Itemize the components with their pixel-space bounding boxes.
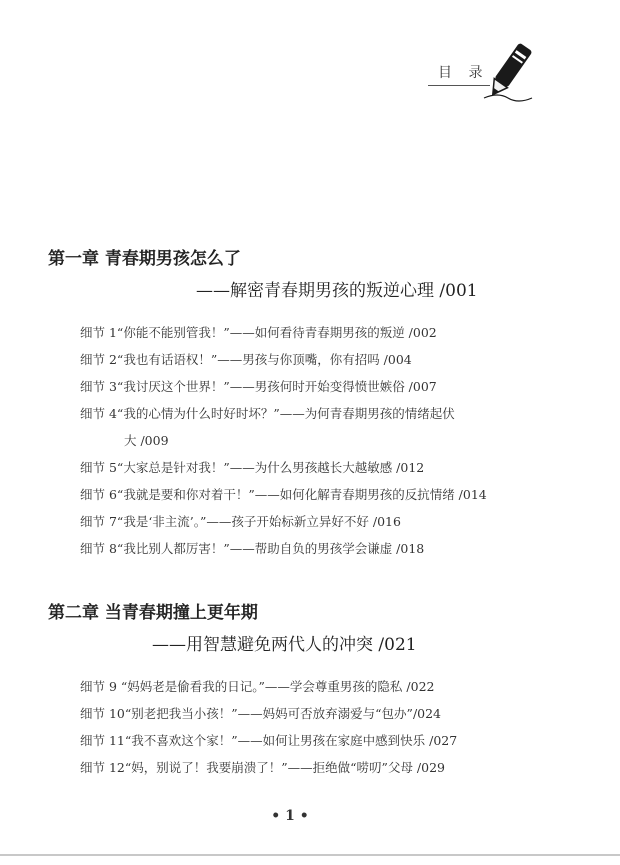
- chapter-1-title: 第一章 青春期男孩怎么了: [48, 249, 241, 269]
- toc-entry[interactable]: 细节 11“我不喜欢这个家！”——如何让男孩在家庭中感到快乐 /027: [80, 733, 458, 748]
- pen-icon: [480, 40, 540, 110]
- chapter-2-subtitle: ——用智慧避免两代人的冲突 /021: [152, 635, 417, 655]
- toc-entry[interactable]: 细节 4“我的心情为什么时好时坏？”——为何青春期男孩的情绪起伏: [80, 406, 455, 421]
- toc-entry[interactable]: 细节 9 “妈妈老是偷看我的日记。”——学会尊重男孩的隐私 /022: [80, 679, 435, 694]
- toc-entry[interactable]: 细节 5“大家总是针对我！”——为什么男孩越长大越敏感 /012: [80, 460, 425, 475]
- toc-entry[interactable]: 细节 8“我比别人都厉害！”——帮助自负的男孩学会谦虚 /018: [80, 541, 425, 556]
- toc-entry[interactable]: 细节 7“我是‘非主流’。”——孩子开始标新立异好不好 /016: [80, 514, 401, 529]
- chapter-1-subtitle: ——解密青春期男孩的叛逆心理 /001: [196, 281, 478, 301]
- toc-entry-continuation[interactable]: 大 /009: [124, 433, 169, 448]
- toc-entry[interactable]: 细节 2“我也有话语权！”——男孩与你顶嘴，你有招吗 /004: [80, 352, 412, 367]
- toc-entry[interactable]: 细节 1“你能不能别管我！”——如何看待青春期男孩的叛逆 /002: [80, 325, 437, 340]
- toc-header: [428, 40, 538, 110]
- toc-title: 目 录: [438, 65, 489, 81]
- chapter-2-title: 第二章 当青春期撞上更年期: [48, 603, 258, 623]
- page-number: • 1 •: [271, 808, 309, 824]
- toc-entry[interactable]: 细节 12“妈，别说了！我要崩溃了！”——拒绝做“唠叨”父母 /029: [80, 760, 445, 775]
- toc-entry[interactable]: 细节 3“我讨厌这个世界！”——男孩何时开始变得愤世嫉俗 /007: [80, 379, 437, 394]
- toc-entry[interactable]: 细节 10“别老把我当小孩！”——妈妈可否放弃溺爱与“包办”/024: [80, 706, 442, 721]
- bottom-rule: [0, 854, 620, 856]
- toc-entry[interactable]: 细节 6“我就是要和你对着干！”——如何化解青春期男孩的反抗情绪 /014: [80, 487, 487, 502]
